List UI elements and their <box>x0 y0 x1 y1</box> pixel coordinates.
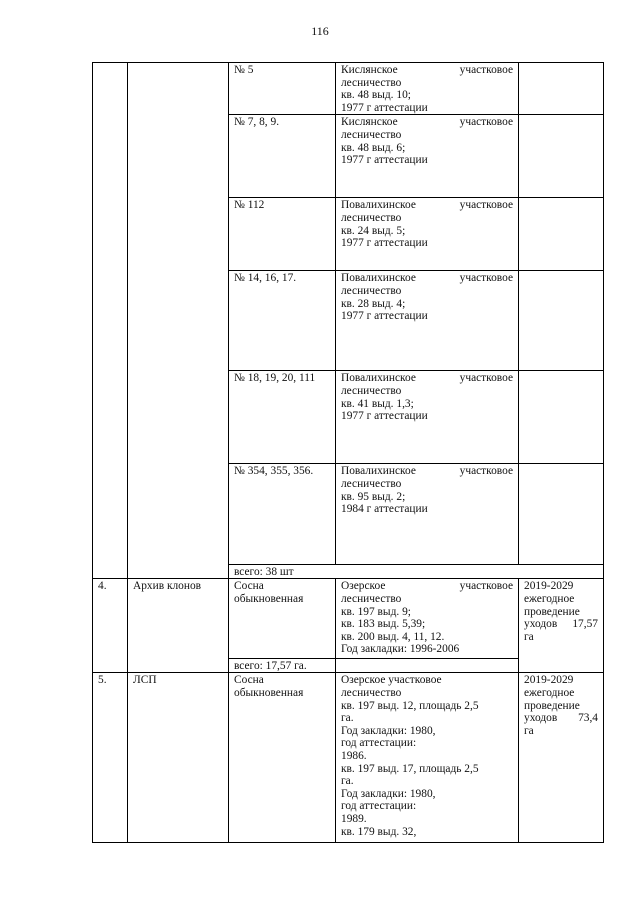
total-cell: всего: 17,57 га. <box>229 659 336 673</box>
species-cell: Сосна обыкновенная <box>229 673 336 843</box>
location-cell: Кислянское участковое лесничество кв. 48 выд. 6; 1977 г аттестации <box>336 115 519 198</box>
subject-cell: № 18, 19, 20, 111 <box>229 371 336 464</box>
table-row <box>93 63 604 115</box>
page-number: 116 <box>311 24 329 38</box>
subject-cell: № 14, 16, 17. <box>229 271 336 371</box>
object-name: ЛСП <box>128 673 229 843</box>
subject-cell: № 7, 8, 9. <box>229 115 336 198</box>
table-row <box>93 673 604 843</box>
subject-cell: № 354, 355, 356. <box>229 464 336 565</box>
subject-cell: № 112 <box>229 198 336 271</box>
location-cell: Повалихинское участковое лесничество кв. 24 выд. 5; 1977 г аттестации <box>336 198 519 271</box>
object-name: Архив клонов <box>128 579 229 673</box>
location-cell: Кислянское участковое лесничество кв. 48 выд. 10; 1977 г аттестации <box>336 63 519 115</box>
location-cell: Повалихинское участковое лесничество кв. 41 выд. 1,3; 1977 г аттестации <box>336 371 519 464</box>
location-cell: Озерское участковое лесничество кв. 197 выд. 12, площадь 2,5 га. Год закладки: 1980, год аттестации: 1986. кв. 197 выд. 17, площадь 2,5 га. Год закладки: 1980, год аттестации: 1989. кв. 179 выд. 32, <box>336 673 519 843</box>
location-cell: Повалихинское участковое лесничество кв. 95 выд. 2; 1984 г аттестации <box>336 464 519 565</box>
location-cell: Озерское участковое лесничество кв. 197 выд. 9; кв. 183 выд. 5,39; кв. 200 выд. 4, 11, 12. Год закладки: 1996-2006 <box>336 579 519 659</box>
species-cell: Сосна обыкновенная <box>229 579 336 659</box>
location-cell: Повалихинское участковое лесничество кв. 28 выд. 4; 1977 г аттестации <box>336 271 519 371</box>
row-number: 5. <box>93 673 128 843</box>
measures-cell: 2019-2029 ежегодное проведение уходов 73,4 га <box>519 673 604 843</box>
table-row <box>93 579 604 659</box>
subject-cell: № 5 <box>229 63 336 115</box>
registry-table <box>92 62 604 843</box>
total-cell: всего: 38 шт <box>229 565 604 579</box>
row-number: 4. <box>93 579 128 673</box>
measures-cell: 2019-2029 ежегодное проведение уходов 17,57 га <box>519 579 604 673</box>
